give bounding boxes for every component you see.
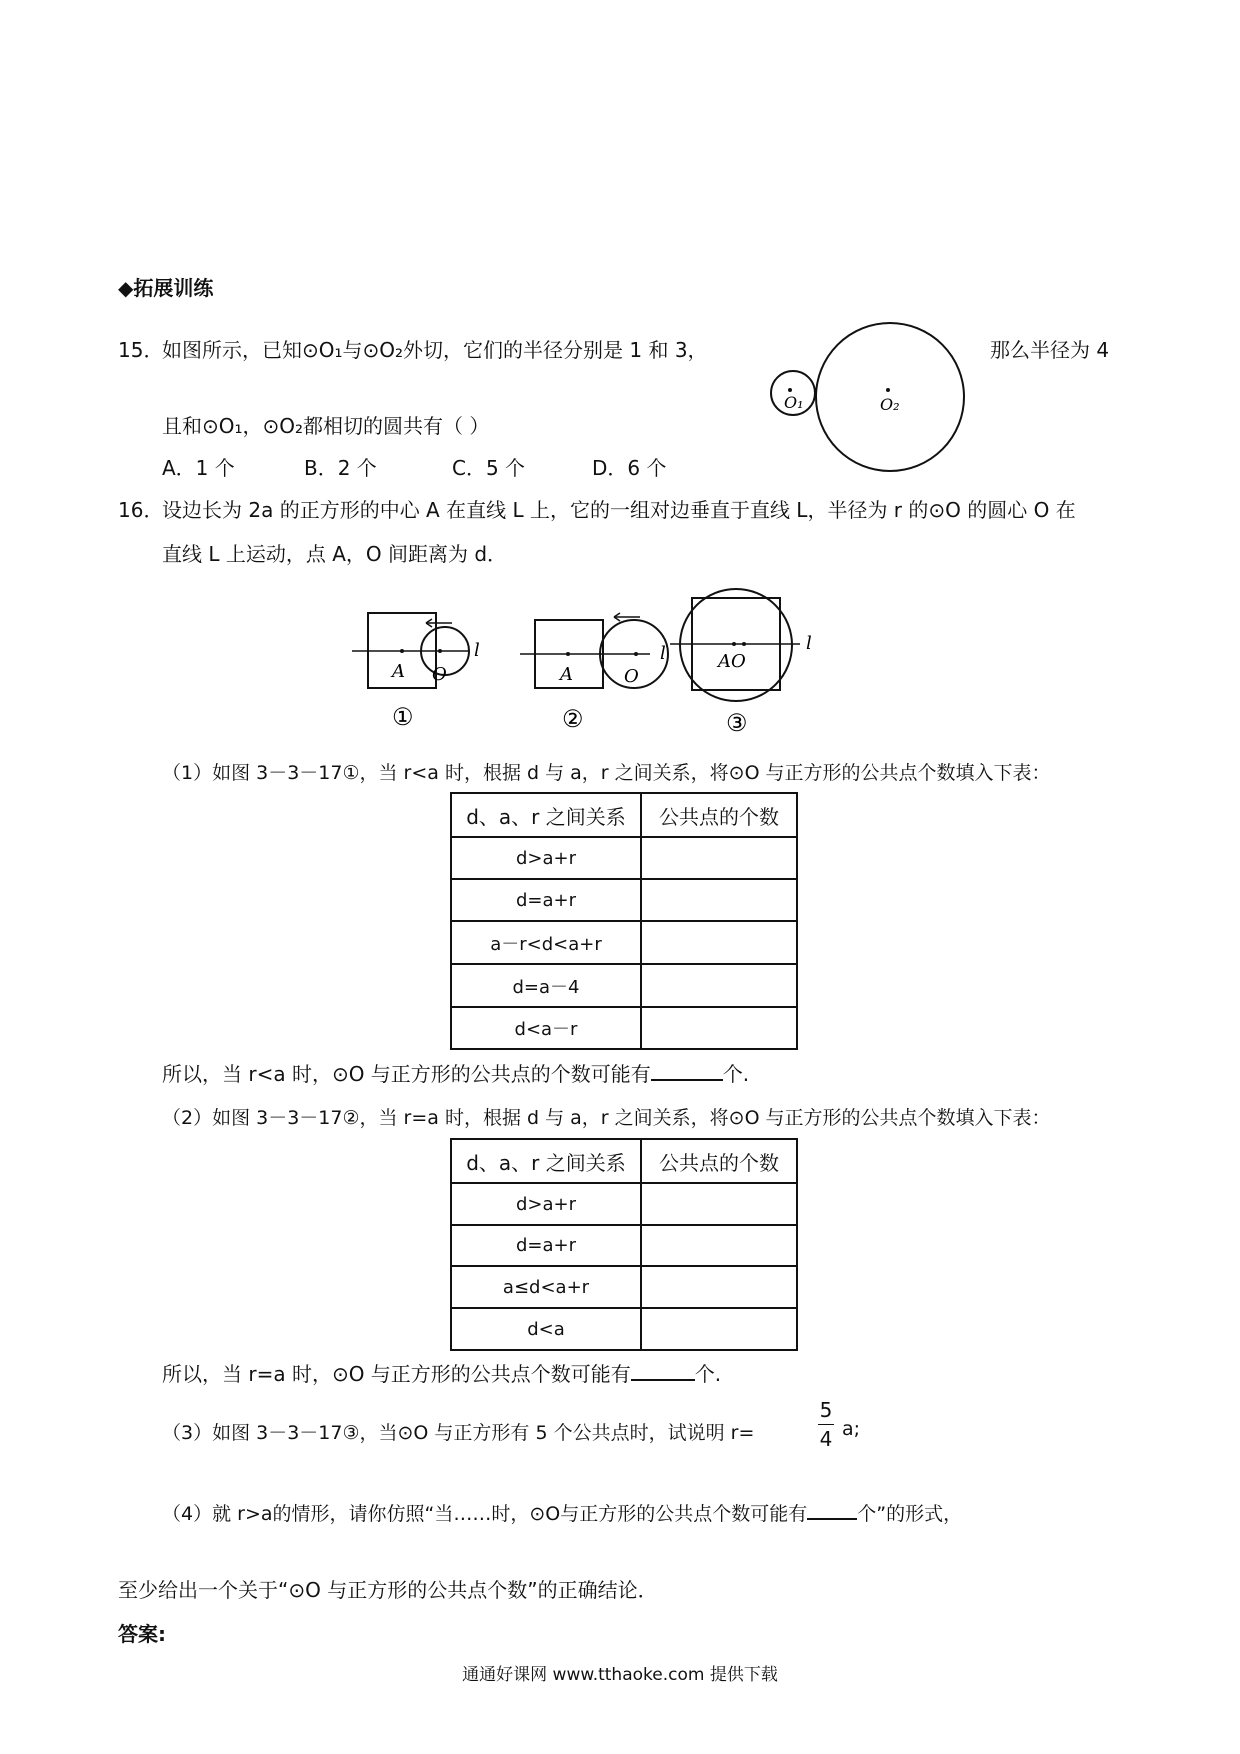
p4-line2: 至少给出一个关于“⊙O 与正方形的公共点个数”的正确结论． [118,1578,658,1602]
p3-text-tail: a; [842,1418,861,1440]
p1-row-count-cell[interactable] [641,921,797,964]
p2-text: （2）如图 3－3－17②，当 r=a 时，根据 d 与 a，r 之间关系，将⊙O 与正方形的公共点个数填入下表： [162,1107,1051,1129]
q16-line2: 直线 L 上运动，点 A，O 间距离为 d． [162,542,508,566]
p1-conclusion-tail: 个. [722,1062,750,1086]
p2-row-count-cell[interactable] [641,1266,797,1308]
p2-row-relation: d=a+r [451,1225,641,1266]
figure-1 [352,613,480,731]
p4-text-tail: 个”的形式， [857,1503,963,1525]
p3-frac-den: 4 [819,1427,833,1451]
q15-option-c: C．5 个 [452,456,526,480]
p2-row-relation: a≤d<a+r [451,1266,641,1308]
fig2-number: ② [562,705,584,733]
q15-number: 15． [118,338,164,362]
p1-text: （1）如图 3－3－17①，当 r<a 时，根据 d 与 a，r 之间关系，将⊙O 与正方形的公共点个数填入下表： [162,762,1051,784]
p2-header-count: 公共点的个数 [641,1139,797,1183]
q15-option-d: D．6 个 [592,456,667,480]
p4-answer-blank[interactable] [807,1498,857,1520]
fig2-label-a: A [560,664,573,685]
footer: 通通好课网 www.tthaoke.com 提供下载 [462,1665,778,1685]
p1-row-relation: d=a－4 [451,964,641,1007]
q16-number: 16． [118,498,164,522]
figure-3 [670,589,812,737]
label-o2: O₂ [880,395,900,414]
figure-2 [520,613,668,733]
fig3-number: ③ [726,709,748,737]
fig1-number: ① [392,703,414,731]
p4-line1 [162,1498,962,1526]
p3-frac-bar [818,1424,834,1425]
p1-header-relation: d、a、r 之间关系 [451,793,641,837]
fig3-label-ao: AO [718,651,746,672]
q15-line1: 如图所示，已知⊙O₁与⊙O₂外切，它们的半径分别是 1 和 3， [162,338,708,362]
fig1-label-a: A [392,661,405,682]
center-o1 [788,388,792,392]
q16-line1: 设边长为 2a 的正方形的中心 A 在直线 L 上，它的一组对边垂直于直线 L，半径为 r 的⊙O 的圆心 O 在 [162,498,1076,522]
p2-conclusion [162,1358,721,1387]
p1-header-count: 公共点的个数 [641,793,797,837]
p1-row-count-cell[interactable] [641,879,797,921]
p1-row-count-cell[interactable] [641,964,797,1007]
q16-figures [340,585,920,740]
p2-row-relation: d>a+r [451,1183,641,1225]
q15-figure [760,310,1000,490]
p1-row-relation: a－r<d<a+r [451,921,641,964]
p2-row-count-cell[interactable] [641,1308,797,1350]
q15-option-b: B．2 个 [304,456,377,480]
fig1-label-l: l [474,640,480,661]
p4-text: （4）就 r>a的情形，请你仿照“当……时，⊙O与正方形的公共点个数可能有 [162,1503,808,1525]
p1-conclusion-text: 所以，当 r<a 时，⊙O 与正方形的公共点的个数可能有 [162,1062,651,1086]
p1-row-relation: d=a+r [451,879,641,921]
center-o2 [886,388,890,392]
p2-header-relation: d、a、r 之间关系 [451,1139,641,1183]
fig2-label-l: l [660,643,666,664]
p2-conclusion-text: 所以，当 r=a 时，⊙O 与正方形的公共点个数可能有 [162,1362,631,1386]
q15-line2: 且和⊙O₁，⊙O₂都相切的圆共有（ ） [162,414,490,438]
p2-conclusion-tail: 个. [694,1362,722,1386]
fig3-label-l: l [806,633,812,654]
p1-answer-blank[interactable] [651,1059,723,1081]
q15-option-a: A．1 个 [162,456,235,480]
p3-frac-num: 5 [819,1398,833,1422]
p2-row-count-cell[interactable] [641,1183,797,1225]
p1-row-relation: d>a+r [451,837,641,879]
p2-table [450,1138,798,1351]
p1-conclusion [162,1058,749,1087]
answer-label: 答案: [118,1622,166,1646]
p2-row-relation: d<a [451,1308,641,1350]
fig1-label-o: O [432,664,447,685]
q15-line1-right: 那么半径为 4 [990,338,1110,362]
fig2-label-o: O [624,666,639,687]
label-o1: O₁ [784,393,804,412]
p3-fraction [818,1398,834,1451]
p1-row-count-cell[interactable] [641,837,797,879]
p2-answer-blank[interactable] [631,1359,695,1381]
p1-row-relation: d<a－r [451,1007,641,1049]
p3-text: （3）如图 3－3－17③，当⊙O 与正方形有 5 个公共点时，试说明 r= [162,1422,755,1444]
p1-table [450,792,798,1050]
section-title: ◆拓展训练 [118,276,214,300]
p1-row-count-cell[interactable] [641,1007,797,1049]
p2-row-count-cell[interactable] [641,1225,797,1266]
